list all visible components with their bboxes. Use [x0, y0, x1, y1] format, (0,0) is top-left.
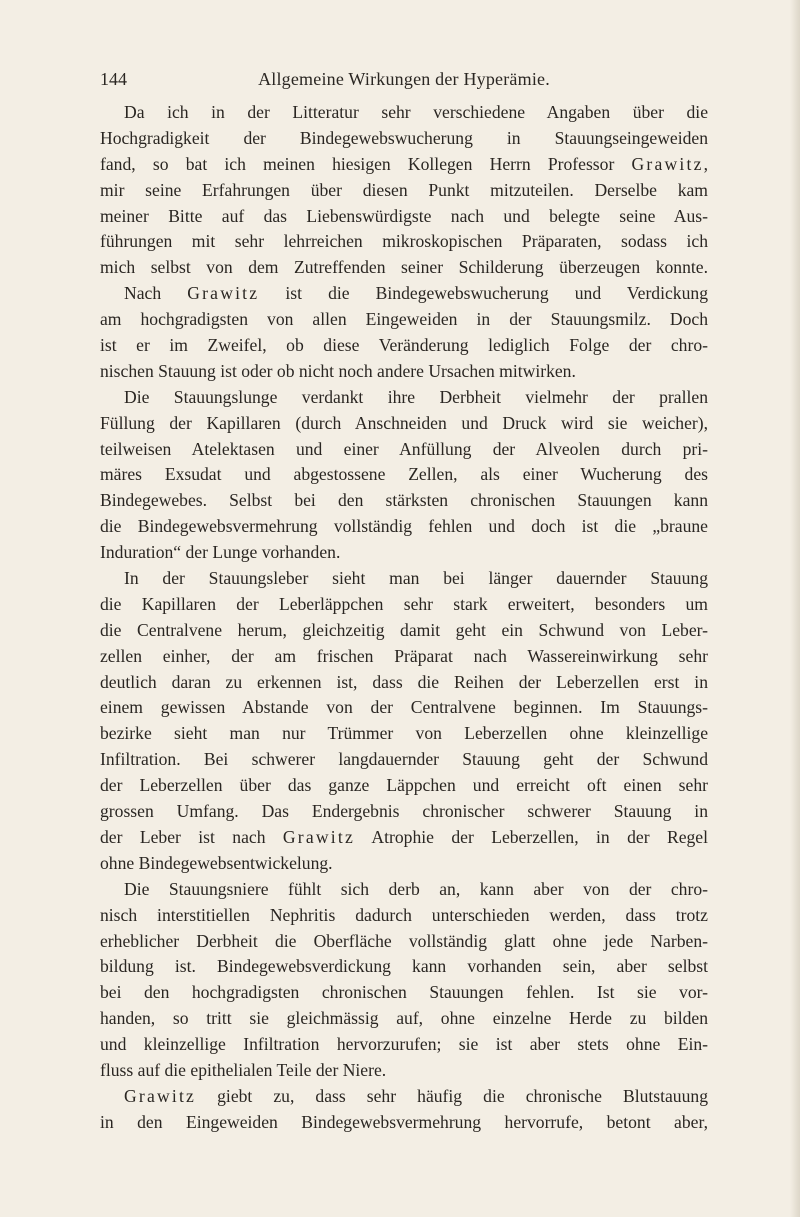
text-line: der Leber ist nach Grawitz Atrophie der Leberzellen, in der Regel — [100, 826, 708, 847]
text-line: erheblicher Derbheit die Oberfläche vollständig glatt ohne jede Narben- — [100, 930, 708, 951]
text-line: Bindegewebes. Selbst bei den stärksten chronischen Stauungen kann — [100, 490, 708, 511]
text-line: und kleinzellige Infiltration hervorzurufen; sie ist aber stets ohne Ein- — [100, 1034, 708, 1055]
text-line: einem gewissen Abstande von der Centralvene beginnen. Im Stauungs- — [100, 697, 708, 718]
text-line: grossen Umfang. Das Endergebnis chronischer schwerer Stauung in — [100, 801, 708, 822]
text-line: nisch interstitiellen Nephritis dadurch unterschieden werden, dass trotz — [100, 904, 708, 925]
text-line: ist er im Zweifel, ob diese Veränderung lediglich Folge der chro- — [100, 335, 708, 356]
text-line: Die Stauungsniere fühlt sich derb an, kann aber von der chro- — [124, 878, 708, 899]
text-line: nischen Stauung ist oder ob nicht noch andere Ursachen mitwirken. — [100, 360, 576, 381]
page-number: 144 — [100, 69, 127, 89]
text-line: handen, so tritt sie gleichmässig auf, ohne einzelne Herde zu bilden — [100, 1008, 708, 1029]
text-line: Die Stauungslunge verdankt ihre Derbheit vielmehr der prallen — [124, 386, 708, 407]
text-line: mir seine Erfahrungen über diesen Punkt mitzuteilen. Derselbe kam — [100, 179, 708, 200]
text-line: mich selbst von dem Zutreffenden seiner Schilderung überzeugen konnte. — [100, 257, 708, 278]
text-line: Induration“ der Lunge vorhanden. — [100, 542, 341, 563]
text-line: bei den hochgradigsten chronischen Stauungen fehlen. Ist sie vor- — [100, 982, 708, 1003]
text-line: Füllung der Kapillaren (durch Anschneiden und Druck wird sie weicher), — [100, 412, 708, 433]
body-text — [100, 100, 708, 1136]
text-line: am hochgradigsten von allen Eingeweiden in der Stauungsmilz. Doch — [100, 309, 708, 330]
text-line: führungen mit sehr lehrreichen mikroskopischen Präparaten, sodass ich — [100, 231, 708, 252]
text-line: Grawitz giebt zu, dass sehr häufig die chronische Blutstauung — [124, 1085, 708, 1106]
text-line: Nach Grawitz ist die Bindegewebswucherung und Verdickung — [124, 283, 708, 304]
text-line: Infiltration. Bei schwerer langdauernder Stauung geht der Schwund — [100, 749, 708, 770]
running-head — [100, 66, 708, 92]
text-line: fand, so bat ich meinen hiesigen Kollegen Herrn Professor Grawitz, — [100, 153, 708, 174]
text-line: die Centralvene herum, gleichzeitig damit geht ein Schwund von Leber- — [100, 619, 708, 640]
text-line: in den Eingeweiden Bindegewebsvermehrung hervorrufe, betont aber, — [100, 1111, 708, 1132]
text-line: ohne Bindegewebsentwickelung. — [100, 852, 333, 873]
text-line: fluss auf die epithelialen Teile der Niere. — [100, 1059, 387, 1080]
text-line: märes Exsudat und abgestossene Zellen, als einer Wucherung des — [100, 464, 708, 485]
text-line: In der Stauungsleber sieht man bei länger dauernder Stauung — [124, 568, 708, 589]
text-line: meiner Bitte auf das Liebenswürdigste nach und belegte seine Aus- — [100, 205, 708, 226]
text-line: die Bindegewebsvermehrung vollständig fehlen und doch ist die „braune — [100, 516, 708, 537]
running-title: Allgemeine Wirkungen der Hyperämie. — [258, 69, 550, 89]
text-line: der Leberzellen über das ganze Läppchen und erreicht oft einen sehr — [100, 775, 708, 796]
text-line: zellen einher, der am frischen Präparat nach Wassereinwirkung sehr — [100, 645, 708, 666]
text-line: deutlich daran zu erkennen ist, dass die Reihen der Leberzellen erst in — [100, 671, 708, 692]
text-line: Da ich in der Litteratur sehr verschiedene Angaben über die — [124, 102, 708, 122]
page-edge-shadow — [790, 0, 800, 1217]
text-line: die Kapillaren der Leberläppchen sehr stark erweitert, besonders um — [100, 593, 708, 614]
text-line: bezirke sieht man nur Trümmer von Leberzellen ohne kleinzellige — [100, 723, 708, 744]
text-line: bildung ist. Bindegewebsverdickung kann vorhanden sein, aber selbst — [100, 956, 708, 977]
text-line: teilweisen Atelektasen und einer Anfüllung der Alveolen durch pri- — [100, 438, 708, 459]
text-line: Hochgradigkeit der Bindegewebswucherung in Stauungseingeweiden — [100, 127, 708, 148]
